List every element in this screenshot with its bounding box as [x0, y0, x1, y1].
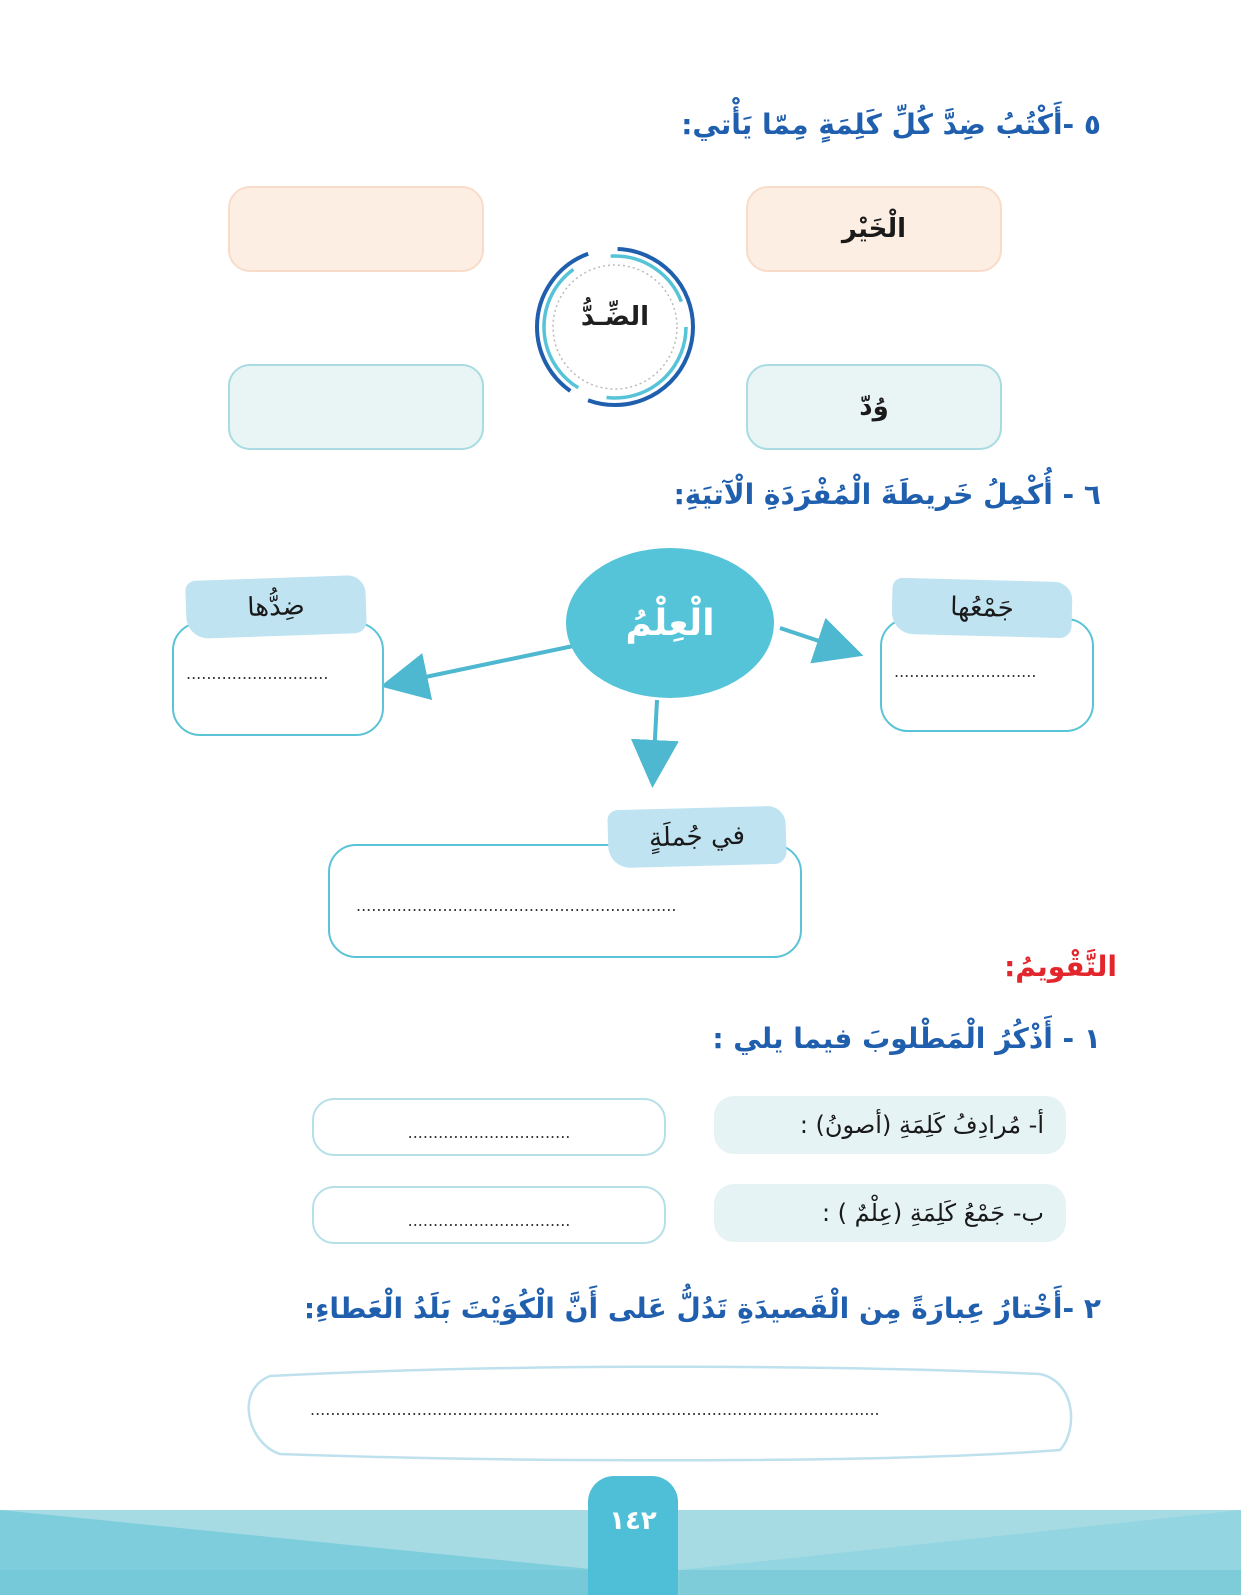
word-wudd: وُدّ — [859, 392, 889, 422]
plural-answer-dots: ............................ — [894, 662, 1037, 681]
item-a-answer-box[interactable] — [312, 1098, 666, 1156]
q2-answer-dots: ................................................................................................................ — [310, 1400, 880, 1419]
word-khair: الْخَيْر — [841, 214, 907, 244]
arrow-to-sentence — [653, 700, 657, 776]
evaluation-title: التَّقْويمُ: — [1004, 950, 1117, 983]
item-b-answer-box[interactable] — [312, 1186, 666, 1244]
opposite-label: الضِّـدُّ — [580, 302, 650, 332]
item-a-prompt — [714, 1096, 1066, 1154]
opposite-answer-dots: ............................ — [186, 664, 329, 683]
item-a-label: أ- مُرادِفُ كَلِمَةِ (أصونُ) : — [799, 1111, 1044, 1139]
tag-sentence — [607, 806, 786, 869]
item-b-prompt — [714, 1184, 1066, 1242]
sentence-answer-dots: ............................................................... — [356, 896, 677, 915]
center-word-ellipse — [566, 548, 774, 698]
question-6-heading: ٦ - أُكْمِلُ خَريطَةَ الْمُفْرَدَةِ الْآتيَةِ: — [673, 478, 1101, 511]
page-number: ١٤٢ — [609, 1506, 657, 1536]
center-word: الْعِلْمُ — [625, 602, 715, 644]
evaluation-q2-heading: ٢ -أَخْتارُ عِبارَةً مِن الْقَصيدَةِ تَدُلُّ عَلى أَنَّ الْكُوَيْتَ بَلَدُ الْعَطاءِ: — [303, 1292, 1101, 1325]
tag-opposite-label: ضِدُّها — [246, 591, 306, 623]
item-b-label: ب- جَمْعُ كَلِمَةِ (عِلْمٌ ) : — [821, 1199, 1044, 1227]
tag-plural-label: جَمْعُها — [949, 592, 1015, 624]
tag-plural — [891, 578, 1072, 639]
arrow-to-plural — [780, 628, 852, 652]
item-a-answer-dots: ................................ — [407, 1122, 571, 1142]
arrow-to-opposite — [392, 645, 578, 684]
evaluation-q1-heading: ١ - أَذْكُرُ الْمَطْلوبَ فيما يلي : — [712, 1022, 1101, 1055]
item-b-answer-dots: ................................ — [407, 1210, 571, 1230]
question-5-heading: ٥ -أَكْتُبُ ضِدَّ كُلِّ كَلِمَةٍ مِمّا يَأْتي: — [681, 108, 1101, 141]
tag-opposite — [185, 575, 367, 639]
tag-sentence-label: في جُملَةٍ — [648, 820, 746, 854]
page-number-badge — [588, 1476, 678, 1595]
opposite-answer-box[interactable] — [172, 622, 384, 736]
